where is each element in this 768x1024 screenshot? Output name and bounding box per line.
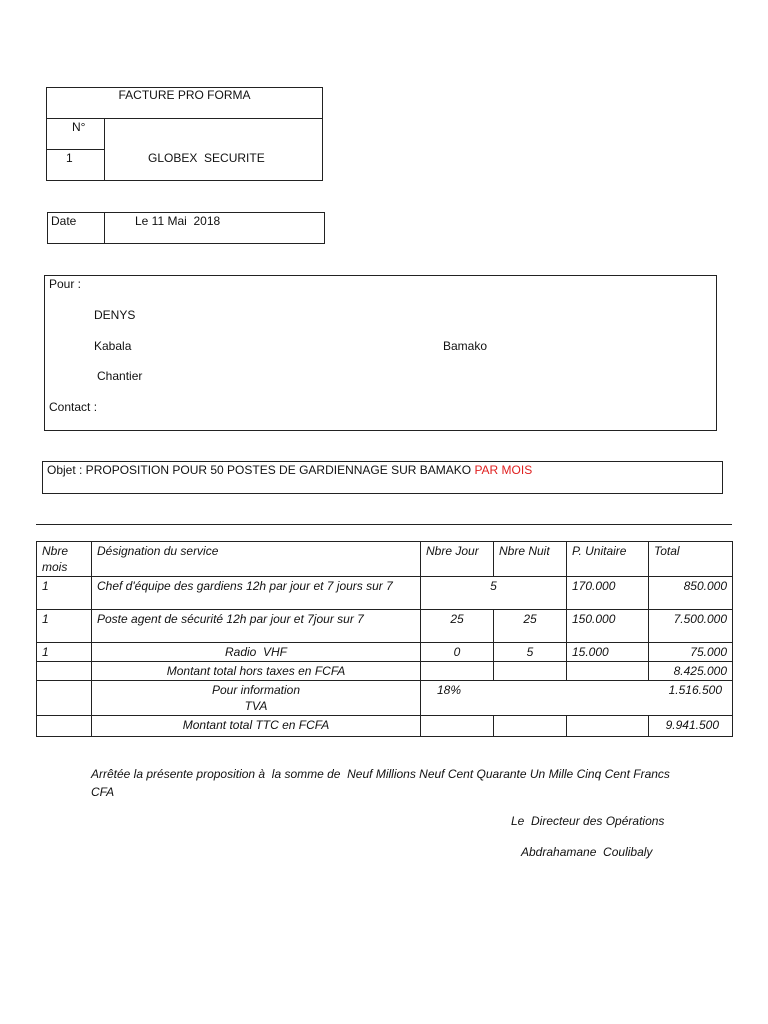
number-divider: [46, 149, 104, 150]
table-row: [37, 643, 733, 662]
tva-label-line-2: TVA: [244, 699, 268, 713]
header-divider: [46, 118, 323, 119]
row-prix-unitaire: 150.000: [567, 610, 649, 643]
client-city: Bamako: [443, 339, 488, 353]
objet-line: [47, 463, 532, 477]
client-site: Chantier: [97, 369, 143, 383]
row-total: 850.000: [649, 577, 733, 610]
pour-label: Pour :: [49, 277, 82, 291]
tva-label: [92, 681, 421, 716]
header-nbre-jour: Nbre Jour: [421, 542, 494, 577]
number-value: 1: [66, 151, 73, 165]
row-mois: 1: [37, 577, 92, 610]
table-header-row: [37, 542, 733, 577]
company-name: GLOBEX SECURITE: [148, 151, 265, 165]
header-p-unitaire: P. Unitaire: [567, 542, 649, 577]
row-jour: 25: [421, 610, 494, 643]
row-total: 7.500.000: [649, 610, 733, 643]
objet-text: Objet : PROPOSITION POUR 50 POSTES DE GARDIENNAGE SUR BAMAKO: [47, 463, 475, 477]
contact-label: Contact :: [49, 400, 98, 414]
row-prix-unitaire: 170.000: [567, 577, 649, 610]
row-nuit: 25: [494, 610, 567, 643]
arretee-text: Arrêtée la présente proposition à la somme de Neuf Millions Neuf Cent Quarante Un Mille Cinq Cent Francs CFA: [91, 767, 674, 799]
header-nbre-nuit: Nbre Nuit: [494, 542, 567, 577]
ht-total-row: [37, 662, 733, 681]
row-mois: 1: [37, 610, 92, 643]
header-designation: Désignation du service: [92, 542, 421, 577]
ttc-value: 9.941.500: [649, 716, 733, 737]
tva-value: 1.516.500: [668, 683, 722, 697]
tva-row: [37, 681, 733, 716]
client-box: [44, 275, 717, 431]
date-divider: [104, 212, 105, 244]
signatory-title: Le Directeur des Opérations: [511, 814, 665, 828]
ht-value: 8.425.000: [649, 662, 733, 681]
date-label: Date: [51, 214, 77, 228]
row-total: 75.000: [649, 643, 733, 662]
table-row: [37, 610, 733, 643]
number-label: N°: [72, 120, 86, 134]
row-jour: 0: [421, 643, 494, 662]
row-jour-nuit: 5: [421, 577, 567, 610]
ttc-total-row: [37, 716, 733, 737]
ttc-label: Montant total TTC en FCFA: [92, 716, 421, 737]
items-table: [36, 541, 733, 737]
tva-cell: [421, 681, 733, 716]
header-column-divider: [104, 118, 105, 181]
header-total: Total: [649, 542, 733, 577]
client-address: Kabala: [94, 339, 132, 353]
objet-highlight: PAR MOIS: [474, 463, 533, 477]
row-mois: 1: [37, 643, 92, 662]
row-designation: Poste agent de sécurité 12h par jour et 7jour sur 7: [92, 610, 421, 643]
ht-label: Montant total hors taxes en FCFA: [92, 662, 421, 681]
document-title: FACTURE PRO FORMA: [118, 88, 251, 102]
row-designation: Radio VHF: [92, 643, 421, 662]
date-value: Le 11 Mai 2018: [135, 214, 221, 228]
row-nuit: 5: [494, 643, 567, 662]
tva-rate: 18%: [437, 683, 462, 697]
header-nbre-mois: Nbre mois: [37, 542, 92, 577]
separator-line: [36, 524, 732, 525]
signatory-name: Abdrahamane Coulibaly: [521, 845, 653, 859]
client-name: DENYS: [94, 308, 136, 322]
row-designation: Chef d'équipe des gardiens 12h par jour et 7 jours sur 7: [92, 577, 421, 610]
row-prix-unitaire: 15.000: [567, 643, 649, 662]
table-row: [37, 577, 733, 610]
tva-label-line-1: Pour information: [211, 683, 301, 697]
